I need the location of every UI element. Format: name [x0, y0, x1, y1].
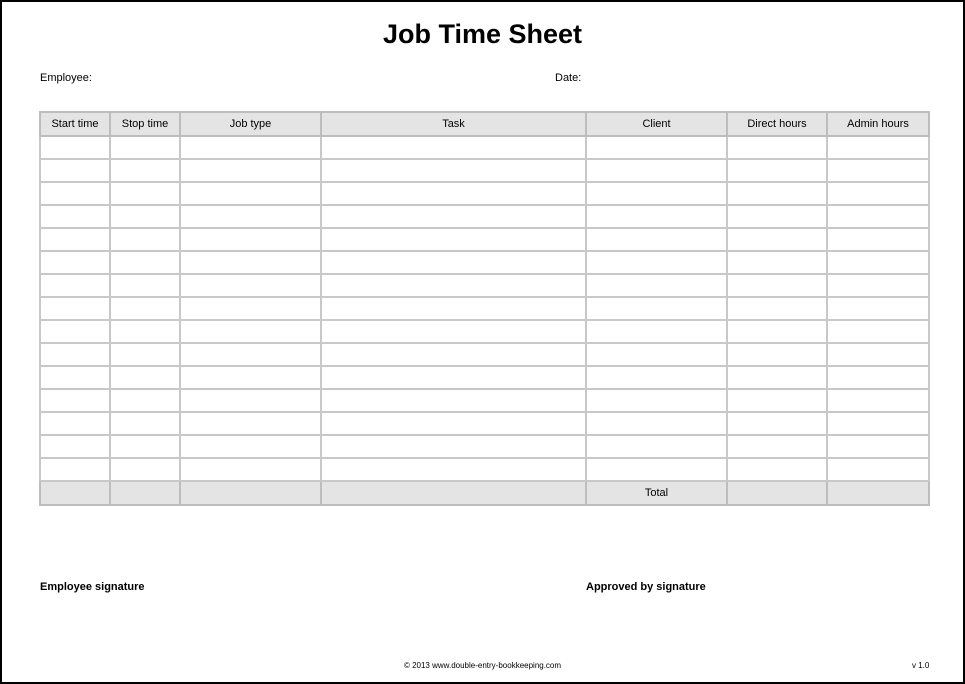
cell-start-time[interactable]: [40, 412, 110, 435]
table-row: [40, 182, 929, 205]
cell-client[interactable]: [586, 205, 727, 228]
cell-start-time[interactable]: [40, 251, 110, 274]
table-row: [40, 366, 929, 389]
cell-job-type[interactable]: [180, 136, 321, 159]
total-cell-stop-time: [110, 481, 180, 505]
page-title: Job Time Sheet: [382, 19, 583, 49]
cell-task[interactable]: [321, 159, 586, 182]
cell-client[interactable]: [586, 182, 727, 205]
cell-client[interactable]: [586, 297, 727, 320]
date-label: Date:: [555, 72, 582, 84]
cell-job-type[interactable]: [180, 297, 321, 320]
cell-direct-hours[interactable]: [727, 389, 827, 412]
cell-direct-hours[interactable]: [727, 251, 827, 274]
cell-task[interactable]: [321, 412, 586, 435]
cell-direct-hours[interactable]: [727, 435, 827, 458]
cell-stop-time[interactable]: [110, 366, 180, 389]
cell-task[interactable]: [321, 136, 586, 159]
cell-client[interactable]: [586, 159, 727, 182]
cell-stop-time[interactable]: [110, 343, 180, 366]
cell-job-type[interactable]: [180, 274, 321, 297]
cell-job-type[interactable]: [180, 343, 321, 366]
cell-admin-hours[interactable]: [827, 136, 929, 159]
table-row: [40, 320, 929, 343]
total-row: [40, 481, 929, 505]
cell-task[interactable]: [321, 435, 586, 458]
cell-admin-hours[interactable]: [827, 366, 929, 389]
table-row: [40, 412, 929, 435]
cell-admin-hours[interactable]: [827, 343, 929, 366]
table-row: [40, 251, 929, 274]
cell-client[interactable]: [586, 435, 727, 458]
approved-signature-label: Approved by signature: [586, 581, 706, 593]
table-row: [40, 205, 929, 228]
table-row: [40, 435, 929, 458]
cell-job-type[interactable]: [180, 182, 321, 205]
cell-direct-hours[interactable]: [727, 274, 827, 297]
cell-stop-time[interactable]: [110, 297, 180, 320]
cell-stop-time[interactable]: [110, 320, 180, 343]
cell-job-type[interactable]: [180, 389, 321, 412]
cell-direct-hours[interactable]: [727, 343, 827, 366]
cell-task[interactable]: [321, 297, 586, 320]
cell-stop-time[interactable]: [110, 228, 180, 251]
cell-client[interactable]: [586, 458, 727, 481]
cell-task[interactable]: [321, 251, 586, 274]
cell-job-type[interactable]: [180, 366, 321, 389]
cell-direct-hours[interactable]: [727, 159, 827, 182]
timesheet-table: [39, 111, 930, 506]
cell-task[interactable]: [321, 320, 586, 343]
cell-stop-time[interactable]: [110, 435, 180, 458]
cell-job-type[interactable]: [180, 205, 321, 228]
cell-client[interactable]: [586, 412, 727, 435]
col-header-direct-hours: Direct hours: [727, 112, 827, 136]
cell-direct-hours[interactable]: [727, 297, 827, 320]
cell-admin-hours[interactable]: [827, 412, 929, 435]
cell-direct-hours[interactable]: [727, 412, 827, 435]
total-label: Total: [586, 481, 727, 505]
cell-start-time[interactable]: [40, 343, 110, 366]
version-label: v 1.0: [912, 661, 930, 670]
cell-client[interactable]: [586, 251, 727, 274]
col-header-client: Client: [586, 112, 727, 136]
cell-start-time[interactable]: [40, 159, 110, 182]
table-row: [40, 228, 929, 251]
cell-stop-time[interactable]: [110, 182, 180, 205]
cell-stop-time[interactable]: [110, 205, 180, 228]
cell-direct-hours[interactable]: [727, 458, 827, 481]
cell-start-time[interactable]: [40, 205, 110, 228]
cell-start-time[interactable]: [40, 228, 110, 251]
cell-start-time[interactable]: [40, 136, 110, 159]
cell-stop-time[interactable]: [110, 159, 180, 182]
cell-job-type[interactable]: [180, 435, 321, 458]
employee-label: Employee:: [40, 72, 92, 84]
cell-start-time[interactable]: [40, 366, 110, 389]
cell-admin-hours[interactable]: [827, 297, 929, 320]
cell-direct-hours[interactable]: [727, 136, 827, 159]
cell-job-type[interactable]: [180, 458, 321, 481]
col-header-job-type: Job type: [180, 112, 321, 136]
total-direct-hours-cell[interactable]: [727, 481, 827, 505]
cell-task[interactable]: [321, 366, 586, 389]
table-row: [40, 458, 929, 481]
copyright-footer: © 2013 www.double-entry-bookkeeping.com: [403, 661, 562, 670]
cell-task[interactable]: [321, 205, 586, 228]
cell-client[interactable]: [586, 228, 727, 251]
cell-admin-hours[interactable]: [827, 435, 929, 458]
cell-task[interactable]: [321, 458, 586, 481]
col-header-stop-time: Stop time: [110, 112, 180, 136]
cell-job-type[interactable]: [180, 320, 321, 343]
cell-start-time[interactable]: [40, 297, 110, 320]
cell-stop-time[interactable]: [110, 389, 180, 412]
cell-stop-time[interactable]: [110, 136, 180, 159]
cell-admin-hours[interactable]: [827, 458, 929, 481]
header-row: [40, 112, 929, 136]
cell-task[interactable]: [321, 389, 586, 412]
table-row: [40, 297, 929, 320]
cell-start-time[interactable]: [40, 435, 110, 458]
cell-admin-hours[interactable]: [827, 182, 929, 205]
col-header-task: Task: [321, 112, 586, 136]
cell-job-type[interactable]: [180, 251, 321, 274]
total-cell-start-time: [40, 481, 110, 505]
cell-admin-hours[interactable]: [827, 251, 929, 274]
cell-admin-hours[interactable]: [827, 274, 929, 297]
cell-client[interactable]: [586, 366, 727, 389]
cell-admin-hours[interactable]: [827, 228, 929, 251]
cell-admin-hours[interactable]: [827, 159, 929, 182]
employee-signature-label: Employee signature: [40, 581, 145, 593]
total-admin-hours-cell[interactable]: [827, 481, 929, 505]
cell-admin-hours[interactable]: [827, 389, 929, 412]
cell-direct-hours[interactable]: [727, 182, 827, 205]
cell-direct-hours[interactable]: [727, 205, 827, 228]
cell-start-time[interactable]: [40, 274, 110, 297]
table-row: [40, 136, 929, 159]
cell-client[interactable]: [586, 343, 727, 366]
cell-start-time[interactable]: [40, 389, 110, 412]
cell-start-time[interactable]: [40, 458, 110, 481]
cell-stop-time[interactable]: [110, 458, 180, 481]
cell-stop-time[interactable]: [110, 412, 180, 435]
cell-task[interactable]: [321, 228, 586, 251]
cell-direct-hours[interactable]: [727, 320, 827, 343]
total-cell-task: [321, 481, 586, 505]
cell-direct-hours[interactable]: [727, 366, 827, 389]
cell-stop-time[interactable]: [110, 251, 180, 274]
col-header-admin-hours: Admin hours: [827, 112, 929, 136]
cell-direct-hours[interactable]: [727, 228, 827, 251]
table-row: [40, 389, 929, 412]
cell-task[interactable]: [321, 343, 586, 366]
cell-stop-time[interactable]: [110, 274, 180, 297]
cell-client[interactable]: [586, 320, 727, 343]
cell-client[interactable]: [586, 389, 727, 412]
cell-client[interactable]: [586, 274, 727, 297]
table-row: [40, 159, 929, 182]
table-row: [40, 343, 929, 366]
cell-start-time[interactable]: [40, 320, 110, 343]
total-cell-job-type: [180, 481, 321, 505]
cell-client[interactable]: [586, 136, 727, 159]
table-row: [40, 274, 929, 297]
col-header-start-time: Start time: [40, 112, 110, 136]
cell-task[interactable]: [321, 182, 586, 205]
cell-job-type[interactable]: [180, 228, 321, 251]
cell-job-type[interactable]: [180, 159, 321, 182]
cell-start-time[interactable]: [40, 182, 110, 205]
cell-admin-hours[interactable]: [827, 205, 929, 228]
cell-admin-hours[interactable]: [827, 320, 929, 343]
cell-task[interactable]: [321, 274, 586, 297]
cell-job-type[interactable]: [180, 412, 321, 435]
